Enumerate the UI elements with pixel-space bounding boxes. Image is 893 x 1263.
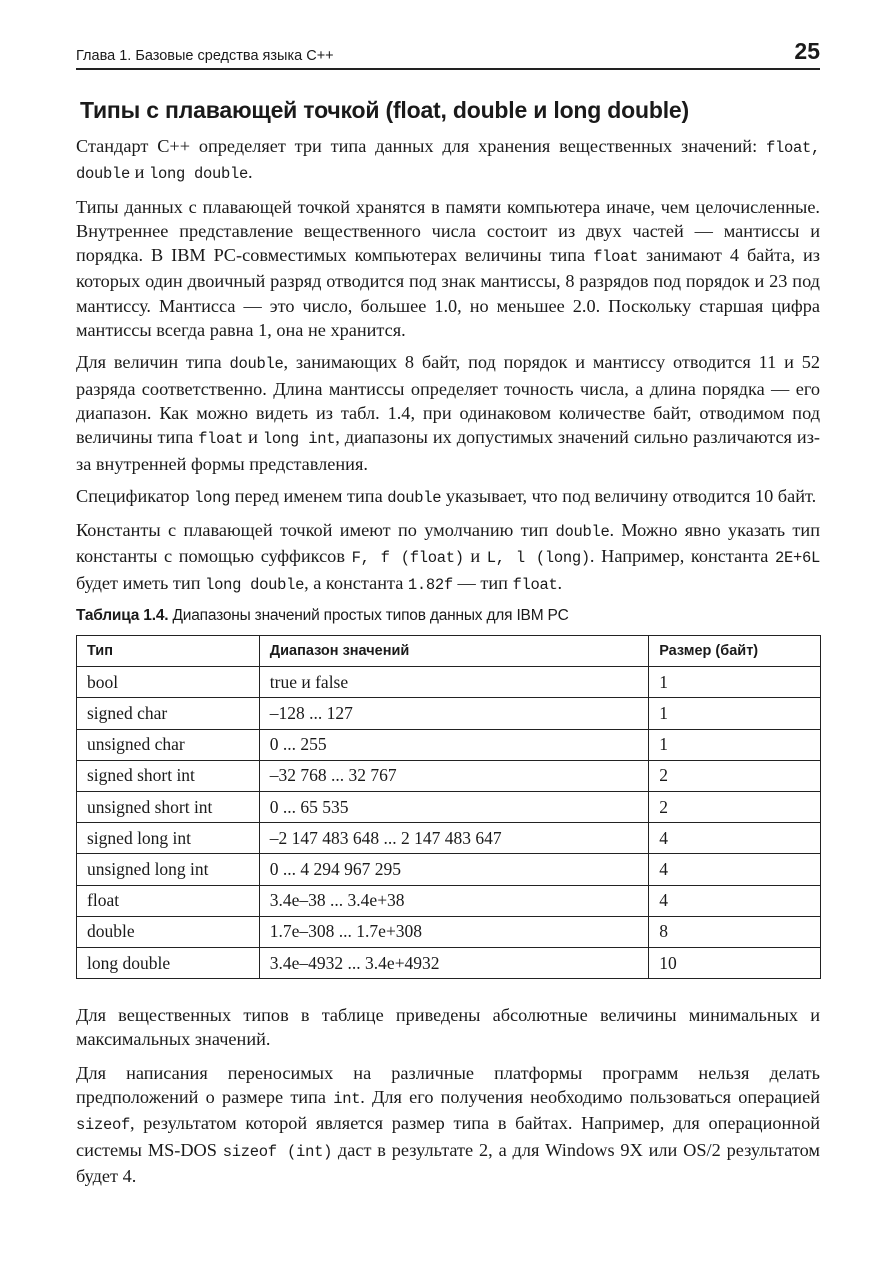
table-row	[77, 760, 821, 791]
table-row	[77, 823, 821, 854]
code-inline: float	[512, 575, 558, 594]
code-inline: int	[333, 1090, 361, 1108]
code-inline: double	[555, 523, 610, 542]
column-header-size: Размер (байт)	[649, 636, 821, 667]
table-header-row	[77, 636, 821, 667]
cell-type: unsigned short int	[77, 791, 260, 822]
code-inline: float	[593, 248, 639, 267]
cell-size: 4	[649, 885, 821, 916]
cell-size: 4	[649, 823, 821, 854]
table-row	[77, 791, 821, 822]
code-inline: long double	[148, 165, 248, 184]
code-inline: L, l (long)	[486, 549, 590, 568]
text: .	[247, 162, 253, 183]
code-inline: sizeof (int)	[222, 1142, 333, 1161]
cell-range: –32 768 ... 32 767	[259, 760, 648, 791]
code-inline: sizeof	[76, 1116, 131, 1135]
text: даст в результате 2, а для Windows 9X или OS/2 результатом будет 4.	[76, 1139, 820, 1186]
text: Типы данных с плавающей точкой хранятся в памяти компьютера иначе, чем целочисленные. Внутреннее представление вещественного числа состоит из двух частей — мантиссы и порядка. В IBM PC-совместимых компьютерах величины типа	[76, 196, 820, 266]
cell-size: 10	[649, 947, 821, 978]
cell-range: 0 ... 65 535	[259, 791, 648, 822]
cell-size: 1	[649, 729, 821, 760]
table-row	[77, 885, 821, 916]
table-row	[77, 667, 821, 698]
cell-type: signed short int	[77, 760, 260, 791]
cell-size: 1	[649, 698, 821, 729]
table-caption-label: Таблица 1.4.	[76, 607, 169, 625]
text: и	[463, 546, 487, 567]
table-row	[77, 947, 821, 978]
table-row	[77, 854, 821, 885]
paragraph-long-specifier	[76, 484, 820, 510]
cell-range: 3.4e–4932 ... 3.4e+4932	[259, 947, 648, 978]
text: будет иметь тип	[76, 572, 206, 593]
post-table-text	[76, 1003, 820, 1188]
code-inline: float, double	[76, 139, 820, 184]
text: Для написания переносимых на различные платформы программ нельзя делать предположений о размере типа	[76, 1062, 820, 1107]
paragraph-note: Для вещественных типов в таблице приведены абсолютные величины минимальных и максимальных значений.	[76, 1005, 820, 1050]
code-inline: long double	[205, 575, 305, 594]
cell-size: 2	[649, 760, 821, 791]
code-inline: double	[387, 488, 442, 507]
cell-range: 3.4e–38 ... 3.4e+38	[259, 885, 648, 916]
cell-range: 0 ... 255	[259, 729, 648, 760]
text: , диапазоны их допустимых значений сильно различаются из-за внутренней формы представления.	[76, 427, 820, 474]
code-inline: float	[198, 430, 244, 449]
cell-size: 4	[649, 854, 821, 885]
text: Для величин типа	[76, 352, 230, 373]
text: перед именем типа	[230, 485, 388, 506]
code-inline: long int	[262, 430, 336, 449]
text: . Можно явно указать тип константы с помощью суффиксов	[76, 520, 820, 567]
text: . Для его получения необходимо пользоваться операцией	[360, 1087, 820, 1107]
cell-type: float	[77, 885, 260, 916]
section-title: Типы с плавающей точкой (float, double и long double)	[80, 97, 689, 123]
text: указывает, что под величину отводится 10 байт.	[441, 485, 817, 506]
text: , результатом которой является размер типа в байтах. Например, для операционной системы MS-DOS	[76, 1113, 820, 1160]
cell-type: unsigned long int	[77, 854, 260, 885]
column-header-range: Диапазон значений	[259, 636, 648, 667]
cell-range: –2 147 483 648 ... 2 147 483 647	[259, 823, 648, 854]
text: , занимающих 8 байт, под порядок и мантиссу отводится 11 и 52 разряда соответственно. Длина мантиссы определяет точность числа, а длина порядка — его диапазон. Как можно видеть из табл. 1.4, при одинаковом количестве байт, отводимом под величины типа	[76, 352, 820, 448]
text: .	[557, 572, 563, 593]
cell-size: 2	[649, 791, 821, 822]
paragraph-sizeof	[76, 1061, 820, 1188]
paragraph-constants	[76, 518, 820, 597]
cell-range: –128 ... 127	[259, 698, 648, 729]
table-row	[77, 916, 821, 947]
code-inline: long	[194, 488, 231, 507]
code-inline: 1.82f	[407, 575, 453, 594]
paragraph-intro	[76, 134, 820, 187]
body-text	[76, 134, 820, 1197]
chapter-title: Глава 1. Базовые средства языка C++	[76, 48, 334, 64]
cell-type: bool	[77, 667, 260, 698]
cell-size: 8	[649, 916, 821, 947]
page-number: 25	[794, 38, 820, 64]
cell-type: double	[77, 916, 260, 947]
text: и	[243, 427, 263, 448]
running-header	[76, 40, 820, 70]
paragraph-double	[76, 350, 820, 475]
cell-range: true и false	[259, 667, 648, 698]
text: . Например, константа	[589, 546, 775, 567]
cell-type: unsigned char	[77, 729, 260, 760]
text: и	[130, 162, 149, 183]
table-caption-text: Диапазоны значений простых типов данных для IBM PC	[168, 607, 569, 625]
cell-type: signed long int	[77, 823, 260, 854]
paragraph-representation	[76, 195, 820, 343]
code-inline: double	[229, 355, 284, 374]
table-row	[77, 729, 821, 760]
text: занимают 4 байта, из которых один двоичный разряд отводится под знак мантиссы, 8 разрядов под порядок и 23 под мантиссу. Мантисса — это число, большее 1.0, но меньшее 2.0. Поскольку старшая цифра мантиссы всегда равна 1, она не хранится.	[76, 245, 820, 341]
cell-type: signed char	[77, 698, 260, 729]
code-inline: F, f (float)	[351, 549, 464, 568]
table-row	[77, 698, 821, 729]
cell-range: 0 ... 4 294 967 295	[259, 854, 648, 885]
ranges-table	[76, 635, 821, 979]
text: Константы с плавающей точкой имеют по умолчанию тип	[76, 520, 556, 541]
cell-size: 1	[649, 667, 821, 698]
table-caption	[76, 607, 820, 625]
code-inline: 2E+6L	[774, 549, 820, 568]
text: — тип	[452, 572, 513, 593]
column-header-type: Тип	[77, 636, 260, 667]
cell-range: 1.7e–308 ... 1.7e+308	[259, 916, 648, 947]
text: Спецификатор	[76, 485, 195, 506]
text: Стандарт C++ определяет три типа данных для хранения вещественных значений:	[76, 136, 766, 156]
cell-type: long double	[77, 947, 260, 978]
text: , а константа	[304, 572, 408, 593]
